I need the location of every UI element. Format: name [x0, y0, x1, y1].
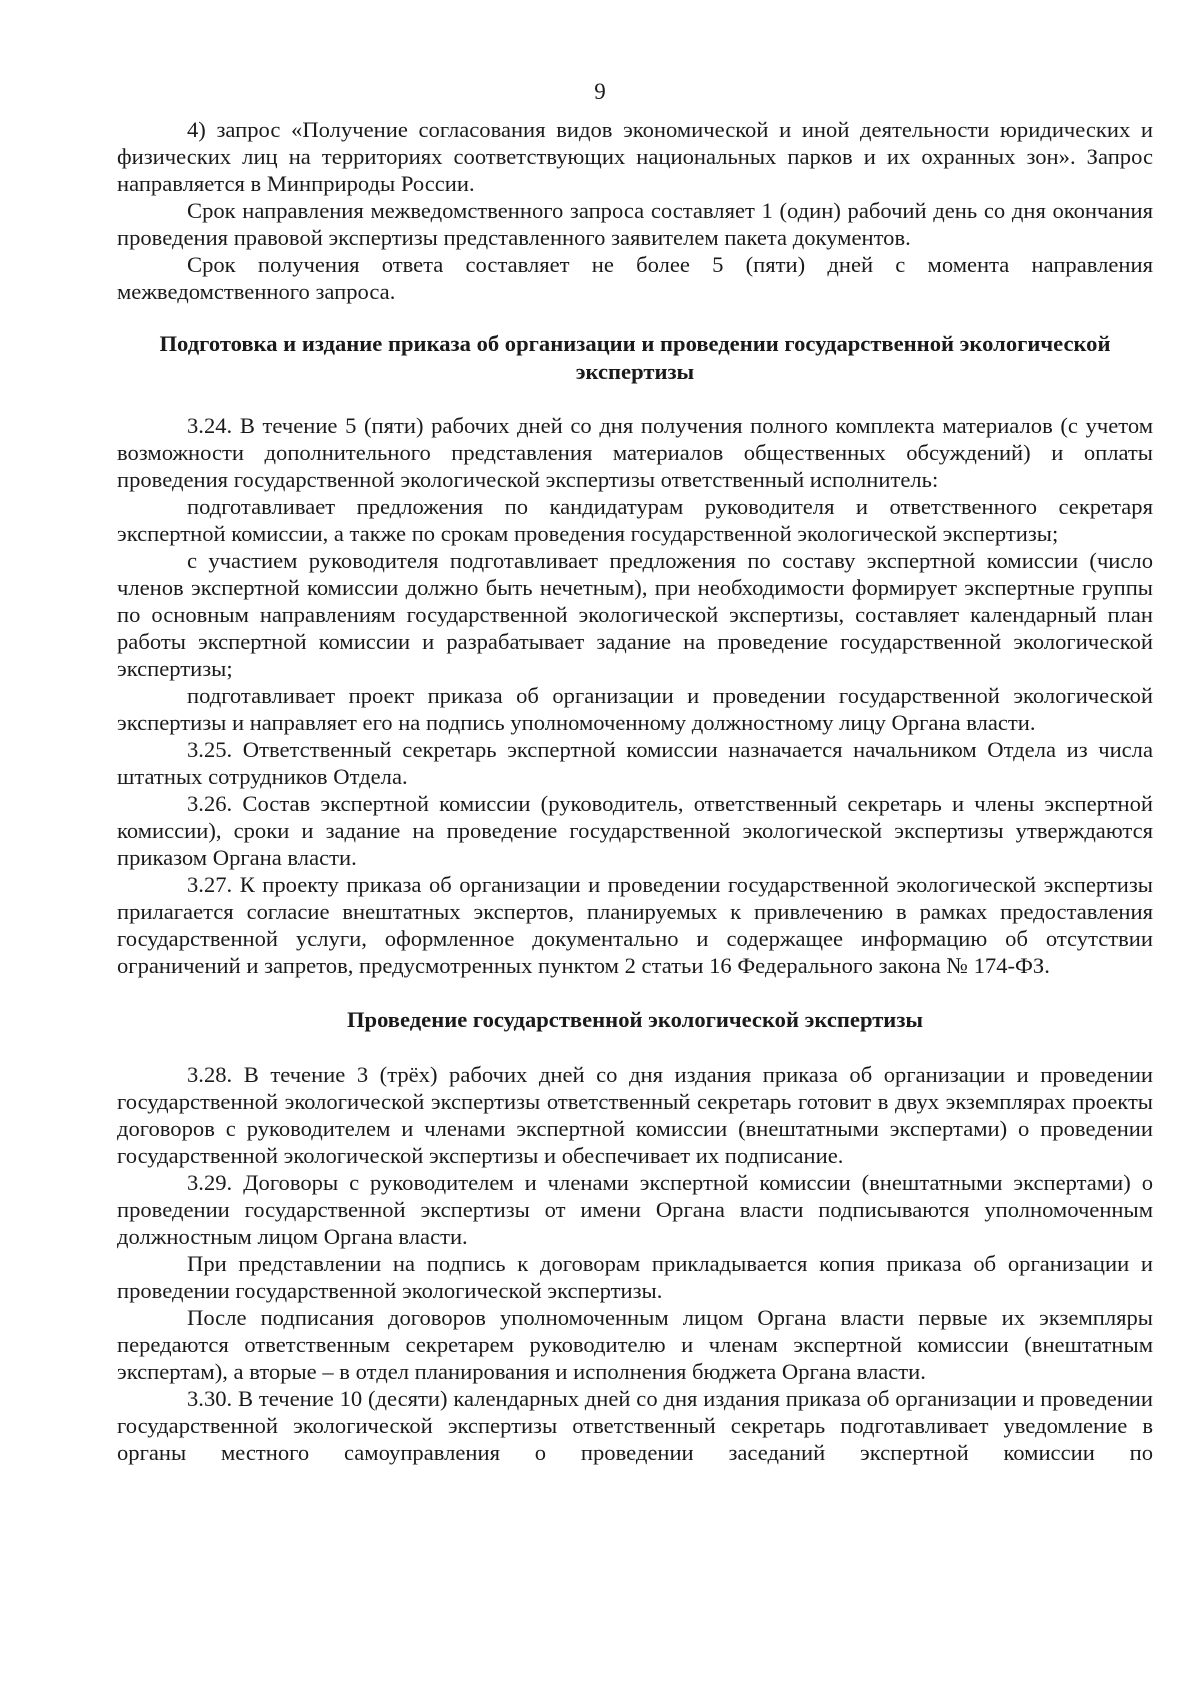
page-number: 9 [594, 79, 606, 104]
paragraph-response-deadline: Срок получения ответа составляет не более 5 (пяти) дней с момента направления межведомственного запроса. [117, 252, 1153, 304]
section-heading-expertise-conduct: Проведение государственной экологической экспертизы [346, 1007, 924, 1032]
spacer [117, 305, 1153, 330]
spacer [117, 1034, 1153, 1061]
document-body [117, 116, 1153, 1466]
paragraph-3-25: 3.25. Ответственный секретарь экспертной комиссии назначается начальником Отдела из числа штатных сотрудников Отдела. [117, 737, 1153, 789]
paragraph-3-24: 3.24. В течение 5 (пяти) рабочих дней со дня получения полного комплекта материалов (с учетом возможности дополнительного представления материалов общественных обсуждений) и оплаты проведения государственной экологической экспертизы ответственный исполнитель: [117, 413, 1153, 492]
paragraph-3-27: 3.27. К проекту приказа об организации и проведении государственной экологической экспертизы прилагается согласие внештатных экспертов, планируемых к привлечению в рамках предоставления государственной услуги, оформленное документально и содержащее информацию об отсутствии ограничений и запретов, предусмотренных пунктом 2 статьи 16 Федерального закона № 174-ФЗ. [117, 872, 1153, 978]
spacer [117, 386, 1153, 412]
paragraph-request-deadline: Срок направления межведомственного запроса составляет 1 (один) рабочий день со дня окончания проведения правовой экспертизы представленного заявителем пакета документов. [117, 198, 1153, 250]
paragraph-3-30: 3.30. В течение 10 (десяти) календарных дней со дня издания приказа об организации и проведении государственной экологической экспертизы ответственный секретарь подготавливает уведомление в органы местного самоуправления о проведении заседаний экспертной комиссии по [117, 1386, 1153, 1465]
paragraph-commission-composition: с участием руководителя подготавливает предложения по составу экспертной комиссии (число членов экспертной комиссии должно быть нечетным), при необходимости формирует экспертные группы по основным направлениям государственной экологической экспертизы, составляет календарный план работы экспертной комиссии и разрабатывает задание на проведение государственной экологической экспертизы; [117, 548, 1153, 681]
paragraph-candidates: подготавливает предложения по кандидатурам руководителя и ответственного секретаря экспертной комиссии, а также по срокам проведения государственной экологической экспертизы; [117, 494, 1153, 546]
section-heading-order-preparation: Подготовка и издание приказа об организации и проведении государственной экологической экспертизы [159, 331, 1111, 384]
paragraph-contract-copy: При представлении на подпись к договорам прикладывается копия приказа об организации и проведении государственной экологической экспертизы. [117, 1251, 1153, 1303]
paragraph-request-4: 4) запрос «Получение согласования видов экономической и иной деятельности юридических и физических лиц на территориях соответствующих национальных парков и их охранных зон». Запрос направляется в Минприроды России. [117, 117, 1153, 196]
paragraph-3-29: 3.29. Договоры с руководителем и членами экспертной комиссии (внештатными экспертами) о проведении государственной экспертизы от имени Органа власти подписываются уполномоченным должностным лицом Органа власти. [117, 1170, 1153, 1249]
paragraph-3-28: 3.28. В течение 3 (трёх) рабочих дней со дня издания приказа об организации и проведении государственной экологической экспертизы ответственный секретарь готовит в двух экземплярах проекты договоров с руководителем и членами экспертной комиссии (внештатными экспертами) о проведении государственной экологической экспертизы и обеспечивает их подписание. [117, 1062, 1153, 1168]
paragraph-3-26: 3.26. Состав экспертной комиссии (руководитель, ответственный секретарь и члены экспертной комиссии), сроки и задание на проведение государственной экологической экспертизы утверждаются приказом Органа власти. [117, 791, 1153, 870]
spacer [117, 979, 1153, 1006]
paragraph-draft-order: подготавливает проект приказа об организации и проведении государственной экологической экспертизы и направляет его на подпись уполномоченному должностному лицу Органа власти. [117, 683, 1153, 735]
paragraph-contract-distribution: После подписания договоров уполномоченным лицом Органа власти первые их экземпляры передаются ответственным секретарем руководителю и членам экспертной комиссии (внештатным экспертам), а вторые – в отдел планирования и исполнения бюджета Органа власти. [117, 1305, 1153, 1384]
